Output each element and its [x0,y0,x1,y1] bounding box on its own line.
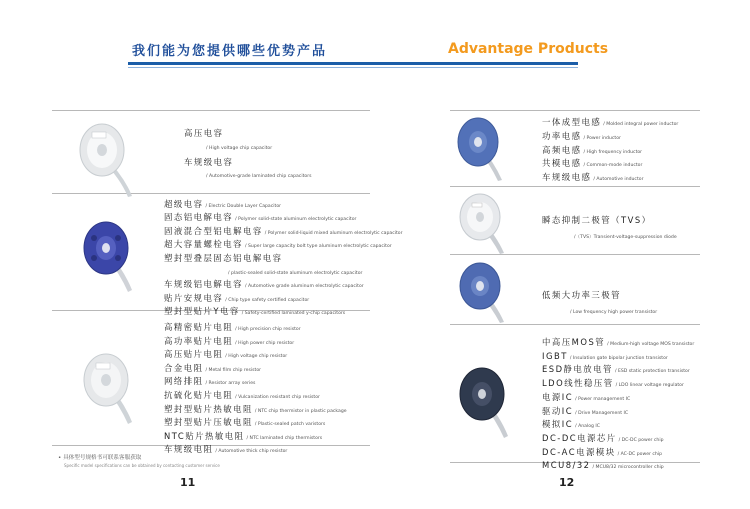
product-name-en: / Polymer solid-liquid mixed aluminum electrolytic capacitor [264,230,403,236]
transistor-reel-image [454,258,510,324]
product-name-en: /（TVS）Transient-voltage-suppression diode [574,235,677,240]
product-name-cn: 功率电感 [542,130,582,141]
divider [450,186,700,187]
divider [52,110,370,111]
product-name-cn: 抗硫化贴片电阻 [164,389,234,400]
left-group-resistors [164,322,347,458]
product-name-cn: 中高压MOS管 [542,337,606,347]
product-name-en: / Metal film chip resistor [205,367,262,373]
product-name-cn: 车规级电容 [184,156,234,167]
right-group-semiconductors [542,337,694,474]
product-name-en: / Automotive thick chip resistor [215,449,288,455]
product-name-en: / Automotive grade aluminum electrolytic capacitor [245,284,364,290]
footnote [58,454,220,470]
product-name-cn: 瞬态抑制二极管（TVS） [542,215,652,225]
product-name-cn: 车规级电感 [542,172,592,183]
product-name-en: / Molded integral power inductor [603,122,679,127]
product-name-en: / Medium-high voltage MOS transistor [607,342,695,347]
product-name-cn: MCU8/32 [542,460,591,471]
product-name-en: / NTC chip thermistor in plastic package [254,408,347,414]
product-name-en: / Power inductor [583,135,621,141]
header-band-thin [128,67,578,68]
left-group-capacitors [184,127,312,184]
product-name-en: / Insulation gate bipolar junction transistor [569,355,668,361]
page-title-en: Advantage Products [448,41,609,57]
footnote-en: Specific model specifications can be obtained by contacting customer service [64,463,220,468]
electrolytic-reel-image [78,212,138,294]
footnote-cn: • 具体型号规格书可联系客服获取 [58,455,142,461]
product-name-en: / Resistor array series [205,381,256,387]
product-name-cn: ESD静电放电管 [542,364,613,375]
product-name-en: / AC-DC power chip [617,451,663,457]
product-name-cn: 超级电容 [164,199,204,209]
product-name-cn: 塑封型贴片Y电容 [164,306,240,317]
product-name-en: / Analog IC [575,424,600,430]
product-name-cn: LDO线性稳压管 [542,378,614,389]
product-name-cn: 低频大功率三极管 [542,290,621,300]
product-name-cn: 高功率贴片电阻 [164,335,234,346]
product-name-cn: DC-AC电源模块 [542,446,616,457]
capacitor-reel-image [74,116,134,198]
product-name-cn: 车规级电阻 [164,444,214,455]
product-name-en: / Automotive-grade laminated chip capacitors [206,174,312,180]
product-name-cn: 贴片安规电容 [164,292,224,303]
divider [450,324,700,325]
right-group-inductors [542,117,678,186]
page-number-left: 11 [180,476,196,489]
product-name-cn: 固态铝电解电容 [164,212,234,223]
product-name-en: / LDO linear voltage regulator [615,383,684,389]
product-name-en: / plastic-sealed solid-state aluminum electrolytic capacitor [228,271,363,277]
product-name-cn: 车规级铝电解电容 [164,279,243,290]
product-name-cn: IGBT [542,350,568,361]
product-name-en: / High voltage chip resistor [225,354,288,360]
page-number-right: 12 [559,476,575,489]
product-name-cn: 模拟IC [542,419,574,430]
product-name-en: / High frequency inductor [583,149,643,155]
product-name-en: / Common-mode inductor [583,163,643,169]
product-name-en: / Drive Management IC [575,410,629,416]
product-name-cn: 固液混合型铝电解电容 [164,225,263,236]
product-name-cn: 网络排阻 [164,376,204,387]
product-name-en: / High power chip resistor [235,340,295,346]
product-name-en: / NTC laminated chip thermistors [246,435,323,441]
product-name-en: / MCU8/32 microcontroller chip [592,465,664,471]
product-name-cn: 高压贴片电阻 [164,349,224,360]
product-name-en: / Super large capacity bolt type aluminum electrolytic capacitor [245,244,392,250]
tvs-reel-image [454,189,510,255]
product-name-en: / ESD static protection transistor [614,369,690,375]
page-title-cn: 我们能为您提供哪些优势产品 [132,44,328,59]
product-name-cn: 高精密贴片电阻 [164,322,234,332]
resistor-reel-image [78,346,138,426]
right-group-tvs [542,214,677,244]
product-name-en: / Polymer solid-state aluminum electrolytic capacitor [235,217,357,223]
product-name-cn: DC-DC电源芯片 [542,432,617,443]
product-name-en: / Electric Double Layer Capacitor [205,204,282,209]
product-name-en: / Power management IC [575,396,631,402]
product-name-cn: 塑封型贴片热敏电阻 [164,403,253,414]
product-name-en: / High precision chip resistor [235,327,301,332]
ic-reel-image [452,360,514,440]
left-group-electrolytics [164,199,403,320]
inductor-reel-image [452,112,508,182]
product-name-cn: NTC贴片热敏电阻 [164,430,245,441]
product-name-cn: 合金电阻 [164,362,204,373]
product-name-en: / Safety-certified laminated y-chip capacitors [241,311,346,317]
divider [450,110,700,111]
product-name-cn: 塑封型贴片压敏电阻 [164,417,253,428]
product-name-en: / High voltage chip capacitor [206,145,273,151]
product-name-en: / Plastic-sealed patch varistors [254,422,326,428]
header-band [128,62,578,65]
product-name-en: / Chip type safety certified capacitor [225,297,310,303]
product-name-en: / Low frequency high power transistor [570,310,658,315]
product-name-cn: 驱动IC [542,405,574,416]
product-name-cn: 一体成型电感 [542,117,602,127]
product-name-cn: 高频电感 [542,144,582,155]
product-name-cn: 塑封型叠层固态铝电解电容 [164,252,283,263]
product-name-en: / DC-DC power chip [618,437,664,443]
right-group-transistor [542,289,657,319]
product-name-en: / Vulcanization resistant chip resistor [235,394,320,400]
product-name-cn: 超大容量螺栓电容 [164,239,243,250]
product-name-cn: 电源IC [542,391,574,402]
product-name-cn: 高压电容 [184,128,224,138]
product-name-en: / Automotive inductor [593,177,644,183]
product-name-cn: 共模电感 [542,158,582,169]
